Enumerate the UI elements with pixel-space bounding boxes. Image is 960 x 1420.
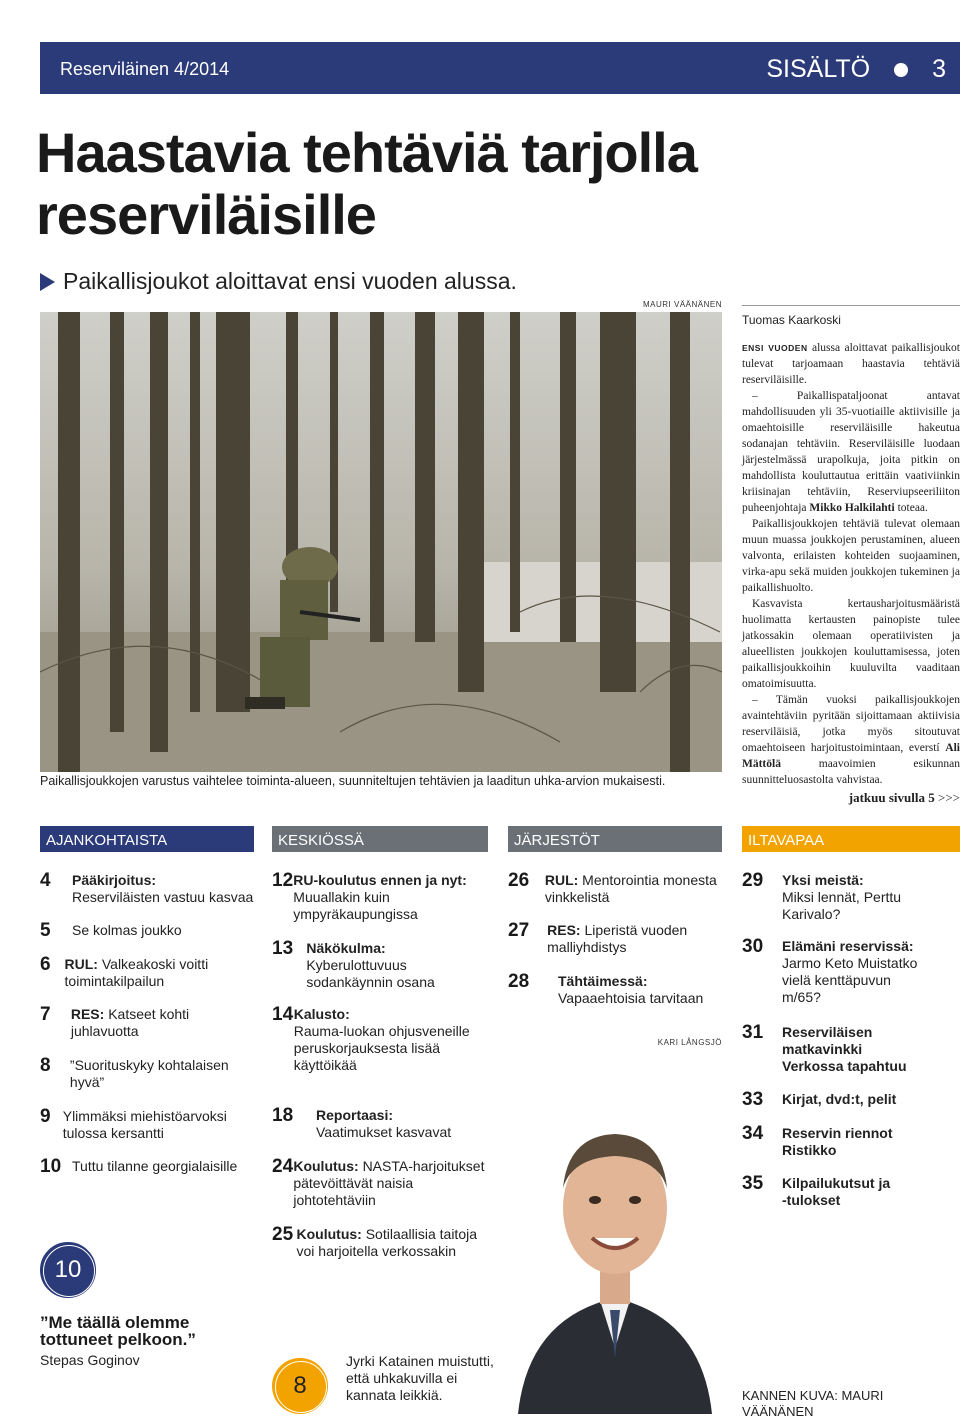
toc-entry[interactable] <box>272 1158 488 1209</box>
section-title: SISÄLTÖ <box>766 55 871 83</box>
toc-entry[interactable] <box>742 1175 960 1209</box>
toc-page-number: 28 <box>508 971 530 992</box>
toc-kicker: Yksi meistä: <box>782 872 864 888</box>
toc-page-number: 31 <box>742 1022 764 1043</box>
page-badge-circle[interactable]: 10 <box>40 1242 96 1298</box>
toc-entry[interactable] <box>272 1226 488 1260</box>
lead-caps: ENSI VUODEN <box>742 343 808 353</box>
continued-page: 5 <box>928 790 935 805</box>
toc-title: Katseet kohti juhlavuotta <box>70 1006 190 1039</box>
article-text: alussa aloittavat paikallisjoukot tulevat tarjoamaan haastavia tehtäviä reserviläisille. <box>742 342 960 386</box>
toc-entry[interactable] <box>742 872 960 923</box>
toc-text <box>71 1006 254 1040</box>
article-text: – Tämän vuoksi paikallisjoukkojen avaintehtäviin pyritään sijoittamaan aktiivisia reserviläisiä, jotka myös sitoutuvat omaehtoiseen harjoitustoimintaan, everstí <box>742 694 960 754</box>
subheadline-text: Paikallisjoukot aloittavat ensi vuoden alussa. <box>63 268 517 294</box>
toc-title: Se kolmas joukko <box>72 922 182 938</box>
toc-entry[interactable] <box>272 872 488 923</box>
continued-arrows: >>> <box>938 790 960 805</box>
continued-link[interactable] <box>742 790 960 806</box>
toc-entry[interactable] <box>40 1108 254 1142</box>
toc-page-number: 25 <box>272 1224 294 1245</box>
section-header <box>766 55 946 84</box>
toc-entry[interactable] <box>742 938 960 1006</box>
toc-kicker: Pääkirjoitus: <box>72 872 157 888</box>
page-number: 3 <box>932 55 946 83</box>
toc-text <box>782 1024 922 1075</box>
toc-title: Muuallakin kuin ympyräkaupungissa <box>293 889 418 922</box>
toc-kicker: Reportaasi: <box>316 1107 394 1123</box>
toc-page-number: 9 <box>40 1106 51 1127</box>
toc-text <box>294 1006 488 1074</box>
toc-kicker: RUL: <box>64 956 98 972</box>
toc-text <box>306 940 488 991</box>
toc-title: Liperistä vuoden malliyhdistys <box>547 922 688 955</box>
toc-page-number: 35 <box>742 1173 764 1194</box>
toc-kicker: Kalusto: <box>293 1006 350 1022</box>
portrait-illustration <box>508 1048 722 1414</box>
toc-text <box>72 872 253 906</box>
toc-title: Tuttu tilanne georgialaisille <box>72 1158 238 1174</box>
toc-page-number: 4 <box>40 870 51 891</box>
toc-text <box>558 973 703 1007</box>
article-author: Tuomas Kaarkoski <box>742 313 841 327</box>
toc-page-number: 26 <box>508 870 530 891</box>
section-tab-jarjestot: JÄRJESTÖT <box>508 826 722 852</box>
toc-text <box>545 872 722 906</box>
toc-title: Valkeakoski voitti toimintakilpailun <box>64 956 209 989</box>
toc-entry[interactable] <box>40 1057 254 1091</box>
toc-entry[interactable] <box>508 973 722 1007</box>
toc-title: Miksi lennät, Perttu Karivalo? <box>782 889 902 922</box>
toc-kicker: Kirjat, dvd:t, pelit <box>782 1091 897 1107</box>
toc-entry[interactable] <box>40 872 254 906</box>
article-text: maavoimien esikunnan suunnitteluosastolta vahvistaa. <box>742 758 960 786</box>
toc-text <box>293 1158 488 1209</box>
section-tab-keskiossa: KESKIÖSSÄ <box>272 826 488 852</box>
toc-kicker: RES: <box>70 1006 105 1022</box>
photo-credit: MAURI VÄÄNÄNEN <box>642 300 722 309</box>
article-text: toteaa. <box>897 502 928 514</box>
toc-entry[interactable] <box>40 956 254 990</box>
toc-title: Jarmo Keto Muistatko vielä kenttäpuvun m/65? <box>782 955 918 1005</box>
toc-page-number: 29 <box>742 870 764 891</box>
toc-kicker: Koulutus: <box>293 1158 359 1174</box>
toc-kicker: Kilpailukutsut ja -tulokset <box>782 1175 891 1208</box>
photo-caption: Paikallisjoukkojen varustus vaihtelee toiminta-alueen, suunniteltujen tehtävien ja laaditun uhka-arvion mukaisesti. <box>40 774 666 788</box>
toc-kicker: Elämäni reservissä: <box>782 938 914 954</box>
toc-page-number: 5 <box>40 920 51 941</box>
toc-text <box>65 956 254 990</box>
teaser-text: Jyrki Katainen muistutti, että uhkakuvilla ei kannata leikkiä. <box>346 1353 494 1403</box>
toc-page-number: 30 <box>742 936 764 957</box>
toc-text <box>293 872 488 923</box>
toc-page-number: 14 <box>272 1004 294 1025</box>
toc-kicker: Reservin riennot Ristikko <box>782 1125 893 1158</box>
article-paragraph <box>742 388 960 516</box>
toc-title: Reserviläisten vastuu kasvaa <box>72 889 254 905</box>
article-text: Paikallisjoukkojen tehtäviä tulevat olemaan muun muassa joukkojen perustaminen, alueen valvonta, erilaisten kohteiden suojaaminen, virka-apu sekä muiden joukkojen tukeminen ja paikallishuolto. <box>742 518 960 594</box>
toc-entry[interactable] <box>272 1006 488 1074</box>
toc-text <box>782 1125 912 1159</box>
article-paragraph <box>742 340 960 388</box>
toc-page-number: 7 <box>40 1004 51 1025</box>
toc-kicker: Tähtäimessä: <box>558 973 648 989</box>
toc-text <box>782 872 952 923</box>
soldier-forest-photo <box>40 312 722 772</box>
toc-entry[interactable] <box>272 1107 488 1141</box>
author-divider <box>742 305 960 306</box>
toc-title: Kyberulottuvuus sodankäynnin osana <box>306 957 435 990</box>
page-badge-circle[interactable]: 8 <box>272 1358 328 1414</box>
article-text: – Paikallispataljoonat antavat mahdollisuuden yli 35-vuotiaille aktiivisille ja omaehtoisille reserviläisille hakeutua sodanajan tehtäviin. Reserviläisille luodaan järjestelmässä urapolkuja, joita pitkin on mahdollista kouluttautua erittäin vaativiinkin kriisinajan tehtäviin, Reserviupseeriliiton puheenjohtaja <box>742 390 960 514</box>
bullet-dot-icon <box>894 63 908 77</box>
toc-title: NASTA-harjoitukset pätevöittävät naisia johtotehtäviin <box>293 1158 485 1208</box>
page-headline: Haastavia tehtäviä tarjolla reserviläisille <box>36 121 697 246</box>
section-tab-iltavapaa: ILTAVAPAA <box>742 826 960 852</box>
toc-title: Sotilaallisia taitoja voi harjoitella verkossakin <box>296 1226 478 1259</box>
forest-photo-illustration <box>40 312 722 772</box>
toc-text <box>297 1226 489 1260</box>
article-paragraph <box>742 516 960 596</box>
toc-kicker: RU-koulutus ennen ja nyt: <box>293 872 467 888</box>
toc-page-number: 34 <box>742 1123 764 1144</box>
toc-entry[interactable] <box>272 940 488 991</box>
toc-page-number: 10 <box>40 1156 62 1177</box>
continued-label: jatkuu sivulla <box>848 790 925 805</box>
toc-kicker: RES: <box>547 922 581 938</box>
toc-entry[interactable] <box>742 1125 960 1159</box>
toc-page-number: 8 <box>40 1055 51 1076</box>
toc-text <box>782 1091 896 1108</box>
toc-title: ”Suorituskyky kohtalaisen hyvä” <box>69 1057 229 1090</box>
toc-title: Rauma-luokan ohjusveneille peruskorjauksesta lisää käyttöikää <box>293 1023 470 1073</box>
section-tab-ajankohtaista: AJANKOHTAISTA <box>40 826 254 852</box>
toc-page-number: 12 <box>272 870 294 891</box>
person-name: Mikko Halkilahti <box>809 502 895 514</box>
page-header-bar <box>40 42 960 94</box>
triangle-arrow-icon <box>40 273 55 291</box>
article-paragraph <box>742 596 960 692</box>
toc-entry[interactable] <box>40 1006 254 1040</box>
article-body <box>742 340 960 788</box>
article-text: Kasvavista kertausharjoitusmääristä huolimatta kertausten painopiste tulee jatkossakin olemaan operatiivisten ja alueellisten joukkojen kouluttamisessa, joten paikallisjoukkoihin kuuluvilta vaaditaan omatoimisuutta. <box>742 598 960 690</box>
badge-ring <box>43 1245 95 1297</box>
portrait-photo <box>508 1048 722 1414</box>
toc-kicker: RUL: <box>544 872 579 888</box>
toc-page-number: 13 <box>272 938 294 959</box>
toc-entry[interactable] <box>508 872 722 906</box>
toc-page-number: 33 <box>742 1089 764 1110</box>
toc-title: Ylimmäksi miehistöarvoksi tulossa kersantti <box>62 1108 227 1141</box>
toc-kicker: Näkökulma: <box>306 940 386 956</box>
issue-label: Reserviläinen 4/2014 <box>60 59 230 79</box>
toc-text <box>782 1175 892 1209</box>
toc-title: Vapaaehtoisia tarvitaan <box>558 990 704 1006</box>
toc-entry[interactable] <box>742 1091 960 1109</box>
quote-attribution: Stepas Goginov <box>40 1352 140 1368</box>
pull-quote: ”Me täällä olemme tottuneet pelkoon.” <box>40 1313 196 1349</box>
article-paragraph <box>742 692 960 788</box>
person-name: Ali Mättölä <box>742 742 960 770</box>
toc-text <box>547 922 722 956</box>
toc-entry[interactable] <box>40 1158 254 1176</box>
toc-kicker: Reserviläisen matkavinkki Verkossa tapahtuu <box>782 1024 907 1074</box>
toc-title: Vaatimukset kasvavat <box>316 1124 452 1140</box>
cover-credit: KANNEN KUVA: MAURI VÄÄNÄNEN <box>742 1388 884 1419</box>
toc-page-number: 27 <box>508 920 530 941</box>
toc-title: Mentorointia monesta vinkkelistä <box>544 872 717 905</box>
toc-text <box>316 1107 451 1141</box>
toc-entry[interactable] <box>742 1024 960 1075</box>
subheadline <box>40 268 517 295</box>
toc-entry[interactable] <box>40 922 254 940</box>
badge-ring <box>275 1361 327 1413</box>
toc-page-number: 6 <box>40 954 51 975</box>
toc-page-number: 18 <box>272 1105 294 1126</box>
toc-text <box>782 938 932 1006</box>
toc-kicker: Koulutus: <box>296 1226 362 1242</box>
portrait-credit: KARI LÅNGSJÖ <box>657 1038 722 1047</box>
toc-page-number: 24 <box>272 1156 294 1177</box>
toc-entry[interactable] <box>508 922 722 956</box>
